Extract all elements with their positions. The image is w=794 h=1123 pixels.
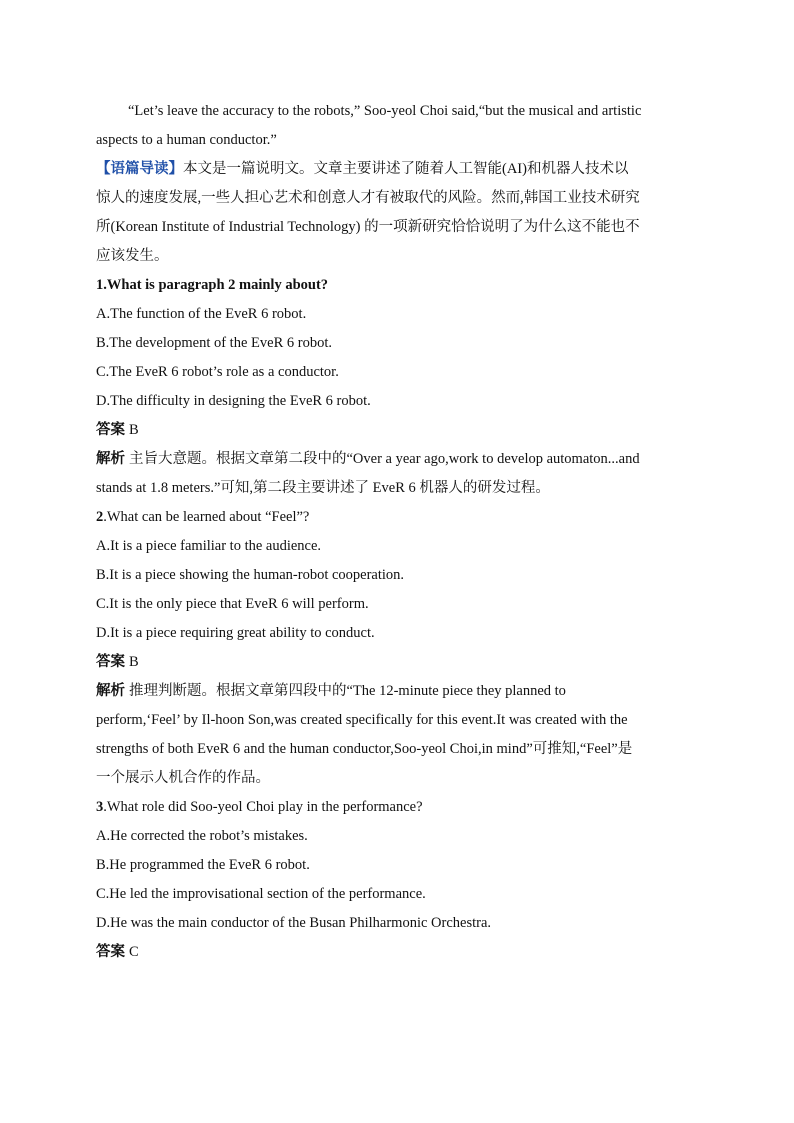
- question-text: .What is paragraph 2 mainly about?: [103, 277, 329, 293]
- analysis-text: 推理判断题。根据文章第四段中的“The 12-minute piece they planned to: [129, 683, 566, 699]
- answer-label: 答案: [96, 422, 125, 438]
- question-text: .What role did Soo-yeol Choi play in the performance?: [103, 799, 423, 815]
- question-3: [96, 793, 696, 822]
- question-1: [96, 271, 696, 300]
- answer-value: B: [129, 422, 139, 438]
- question-number: 3: [96, 799, 104, 815]
- answer: [96, 416, 696, 445]
- reading-guide-text: 本文是一篇说明文。文章主要讲述了随着人工智能(AI)和机器人技术以: [183, 161, 629, 177]
- passage-line: aspects to a human conductor.”: [96, 132, 277, 148]
- question-2: [96, 503, 696, 532]
- question-text: .What can be learned about “Feel”?: [103, 509, 310, 525]
- analysis: [96, 677, 696, 706]
- reading-guide-text: 应该发生。: [96, 248, 169, 264]
- analysis-label: 解析: [96, 683, 125, 699]
- answer-label: 答案: [96, 654, 125, 670]
- analysis-label: 解析: [96, 451, 125, 467]
- reading-guide-text: 惊人的速度发展,一些人担心艺术和创意人才有被取代的风险。然而,韩国工业技术研究: [96, 190, 640, 206]
- option: B.It is a piece showing the human-robot cooperation.: [96, 567, 405, 583]
- analysis-text: perform,‘Feel’ by Il-hoon Son,was created specifically for this event.It was created with the: [96, 712, 628, 728]
- reading-guide: [96, 155, 696, 184]
- analysis-text: 主旨大意题。根据文章第二段中的“Over a year ago,work to develop automaton...and: [129, 451, 640, 467]
- option: C.It is the only piece that EveR 6 will perform.: [96, 596, 369, 612]
- option: D.He was the main conductor of the Busan Philharmonic Orchestra.: [96, 915, 492, 931]
- answer-value: C: [129, 944, 139, 960]
- option: B.The development of the EveR 6 robot.: [96, 335, 332, 351]
- option: C.He led the improvisational section of the performance.: [96, 886, 426, 902]
- option: D.The difficulty in designing the EveR 6 robot.: [96, 393, 371, 409]
- answer-label: 答案: [96, 944, 125, 960]
- answer-value: B: [129, 654, 139, 670]
- option: A.He corrected the robot’s mistakes.: [96, 828, 308, 844]
- passage-line: “Let’s leave the accuracy to the robots,” Soo-yeol Choi said,“but the musical and artistic: [128, 103, 642, 119]
- question-number: 1: [96, 277, 104, 293]
- analysis-text: 一个展示人机合作的作品。: [96, 770, 270, 786]
- option: C.The EveR 6 robot’s role as a conductor.: [96, 364, 339, 380]
- reading-guide-label: 【语篇导读】: [96, 161, 183, 177]
- reading-guide-text: 所(Korean Institute of Industrial Technology) 的一项新研究恰恰说明了为什么这不能也不: [96, 219, 640, 235]
- analysis: [96, 445, 696, 474]
- option: A.It is a piece familiar to the audience.: [96, 538, 322, 554]
- option: B.He programmed the EveR 6 robot.: [96, 857, 310, 873]
- question-number: 2: [96, 509, 104, 525]
- document-page: [96, 97, 696, 967]
- option: D.It is a piece requiring great ability to conduct.: [96, 625, 375, 641]
- analysis-text: strengths of both EveR 6 and the human conductor,Soo-yeol Choi,in mind”可推知,“Feel”是: [96, 741, 633, 757]
- analysis-text: stands at 1.8 meters.”可知,第二段主要讲述了 EveR 6 机器人的研发过程。: [96, 480, 550, 496]
- answer: [96, 648, 696, 677]
- answer: [96, 938, 696, 967]
- option: A.The function of the EveR 6 robot.: [96, 306, 307, 322]
